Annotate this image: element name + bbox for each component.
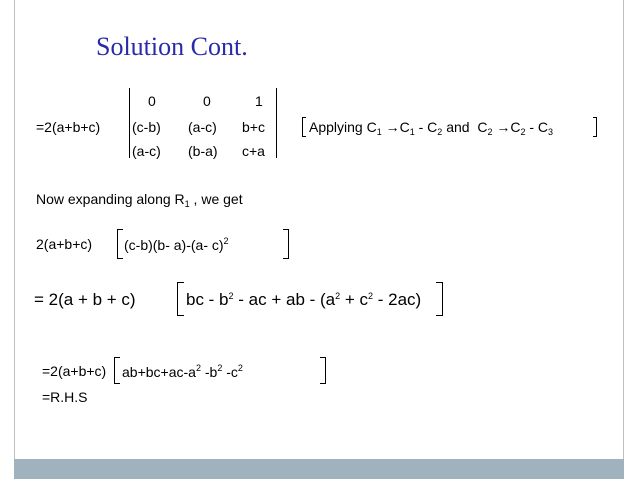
matrix-cell: 1 [255, 93, 263, 109]
matrix-cell: (a-c) [132, 143, 161, 159]
line1-left-bracket [117, 229, 123, 259]
matrix-cell: 0 [148, 93, 156, 109]
matrix-cell: c+a [242, 143, 265, 159]
matrix-cell: 0 [203, 93, 211, 109]
equation-line-4: =R.H.S [42, 389, 88, 405]
equation-line-3: =2(a+b+c) [42, 363, 107, 379]
matrix-cell: (b-a) [188, 143, 218, 159]
line1-right-bracket [283, 229, 289, 259]
slide-frame [14, 0, 624, 479]
slide-title: Solution Cont. [96, 32, 248, 61]
equation-line-2: = 2(a + b + c) [34, 290, 136, 309]
line2-left-bracket [177, 282, 184, 316]
footer-bar [14, 459, 624, 479]
determinant-right-bar [276, 88, 277, 158]
equation-line-2-inner: bc - $b^2$ - ac + ab - $(a^2 + c^2 - 2ac)$ [186, 290, 422, 309]
applying-note: Applying $C_1 \to C_1 - C_2$ and $C_2 \to C_2 - C_3$ [309, 119, 554, 137]
equation-line-3-inner: $ab+bc+ac-a^2$ $-b^2$ $-c^2$ [122, 363, 243, 380]
equation-line-1: 2(a+b+c) [36, 236, 93, 252]
note-left-bracket [302, 117, 306, 137]
matrix-prefix: =2(a+b+c) [36, 119, 101, 135]
line2-right-bracket [436, 282, 443, 316]
matrix-cell: b+c [242, 119, 265, 135]
line3-right-bracket [320, 357, 326, 384]
matrix-cell: (a-c) [188, 119, 217, 135]
determinant-left-bar [129, 88, 130, 158]
note-right-bracket [593, 117, 597, 137]
expand-sentence: Now expanding along $R_1$ , we get [36, 191, 243, 209]
line3-left-bracket [114, 357, 120, 384]
matrix-cell: (c-b) [132, 119, 161, 135]
equation-line-1-inner: (c-b)(b- a)-(a- c)$^2$ [124, 236, 229, 253]
